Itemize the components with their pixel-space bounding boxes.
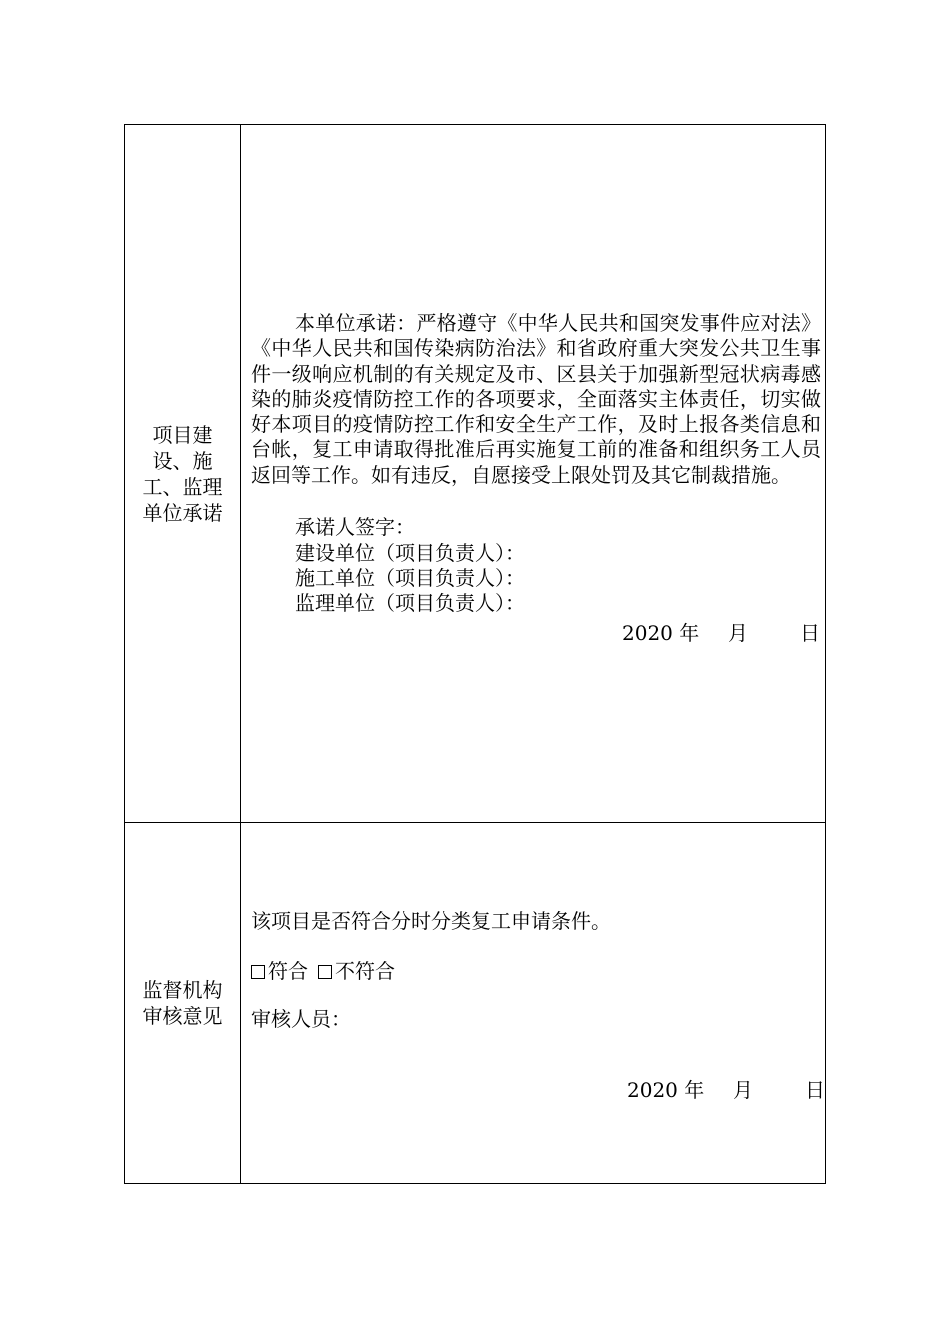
option-compliant[interactable]: [251, 955, 308, 984]
review-content-cell: [241, 822, 825, 1183]
pledge-content-cell: [241, 125, 825, 822]
option-noncompliant[interactable]: [318, 955, 395, 984]
pledge-body-text: 本单位承诺：严格遵守《中华人民共和国突发事件应对法》《中华人民共和国传染病防治法》和省政府重大突发公共卫生事件一级响应机制的有关规定及市、区县关于加强新型冠状病毒感染的肺炎疫情防控工作的各项要求，全面落实主体责任，切实做好本项目的疫情防控工作和安全生产工作，及时上报各类信息和台帐，复工申请取得批准后再实施复工前的准备和组织务工人员返回等工作。如有违反，自愿接受上限处罚及其它制裁措施。: [251, 311, 821, 487]
review-question: 该项目是否符合分时分类复工申请条件。: [251, 909, 611, 933]
pledge-date-year: 2020 年: [622, 621, 700, 645]
pledge-date[interactable]: [622, 617, 820, 646]
review-date-year: 2020 年: [627, 1078, 705, 1102]
pledge-date-month: 月: [728, 621, 748, 645]
supervision-unit-signature[interactable]: 监理单位（项目负责人）：: [295, 591, 525, 615]
compliant-label: 符合: [268, 959, 308, 983]
review-date-month: 月: [733, 1078, 753, 1102]
compliant-checkbox[interactable]: [251, 965, 265, 979]
signatory-label: 承诺人签字：: [295, 515, 415, 539]
application-form-table: [124, 124, 826, 1184]
pledge-date-day: 日: [800, 621, 820, 645]
review-label-cell: [125, 822, 241, 1183]
construction-unit-signature[interactable]: 建设单位（项目负责人）：: [295, 541, 525, 565]
pledge-label-cell: [125, 125, 241, 822]
contractor-unit-signature[interactable]: 施工单位（项目负责人）：: [295, 566, 525, 590]
review-date-day: 日: [805, 1078, 825, 1102]
review-label: 监督机构审核意见: [142, 977, 223, 1028]
pledge-row: [125, 125, 825, 823]
review-row: [125, 822, 825, 1183]
pledge-label: 项目建设、施工、监理单位承诺: [142, 422, 223, 525]
reviewer-label[interactable]: 审核人员：: [251, 1007, 351, 1031]
review-options: [251, 955, 405, 984]
noncompliant-checkbox[interactable]: [318, 965, 332, 979]
review-date[interactable]: [627, 1074, 825, 1103]
noncompliant-label: 不符合: [335, 959, 395, 983]
